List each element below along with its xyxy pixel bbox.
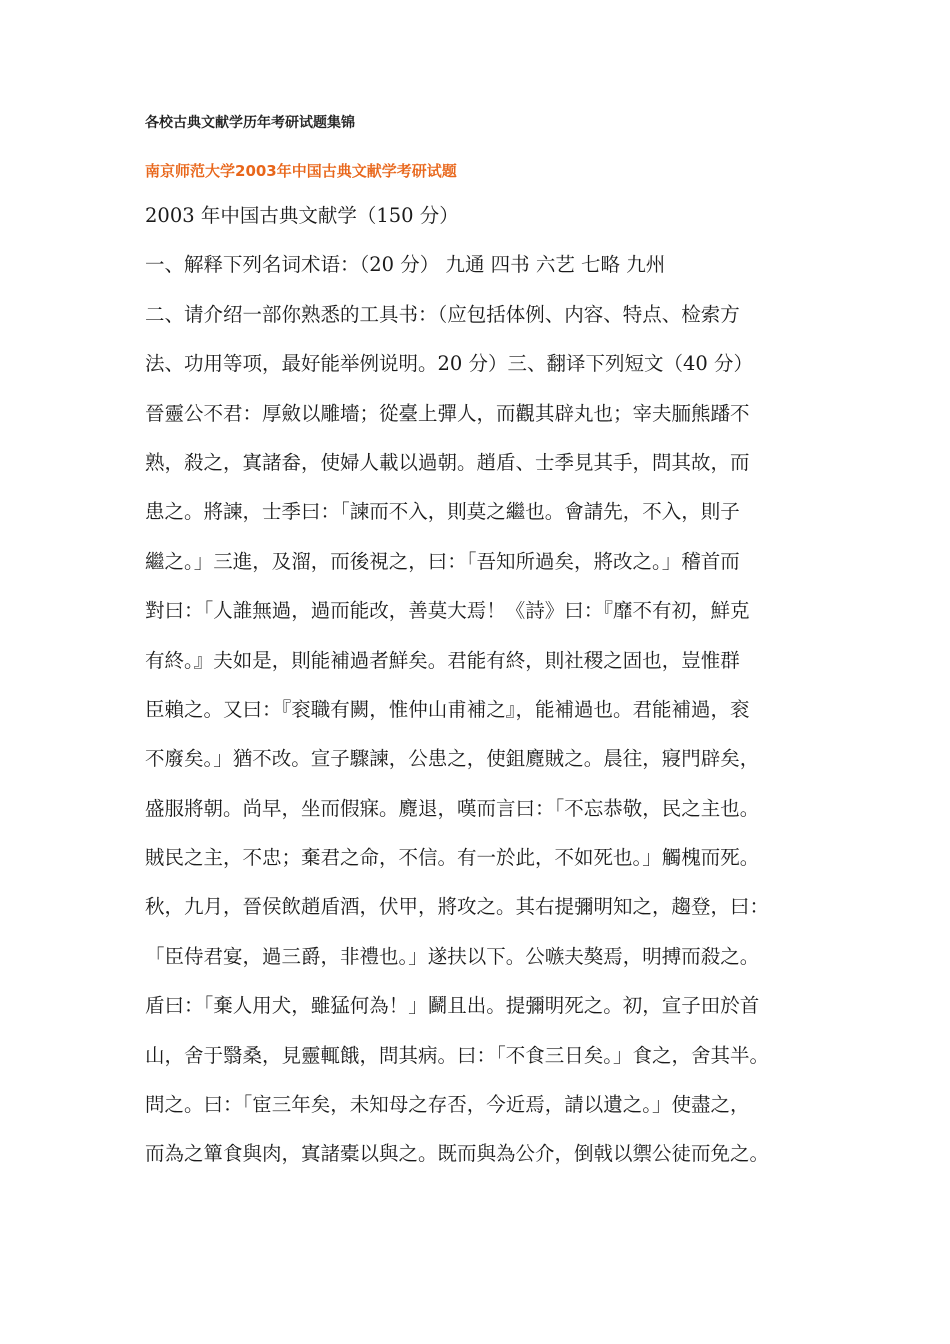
text-line: 盾曰：「棄人用犬，雖猛何為！」鬬且出。提彌明死之。初，宣子田於首 <box>145 994 760 1018</box>
document-body <box>145 191 825 1179</box>
text-line: 盛服將朝。尚早，坐而假寐。麑退，嘆而言曰：「不忘恭敬，民之主也。 <box>145 796 760 820</box>
text-line: 而為之簞食與肉，寘諸橐以與之。既而與為公介，倒戟以禦公徒而免之。 <box>145 1142 770 1166</box>
text-line: 患之。將諫，士季曰：「諫而不入，則莫之繼也。會請先，不入，則子 <box>145 500 740 524</box>
text-line: 一、解释下列名词术语：（20 分） 九通 四书 六艺 七略 九州 <box>145 253 666 277</box>
text-line: 2003 年中国古典文献学（150 分） <box>145 204 459 227</box>
text-line: 二、请介绍一部你熟悉的工具书：（应包括体例、内容、特点、检索方 <box>145 302 740 326</box>
text-line: 秋，九月，晉侯飲趙盾酒，伏甲，將攻之。其右提彌明知之，趨登，曰： <box>145 895 770 919</box>
text-line: 臣賴之。又曰：『衮職有闕，惟仲山甫補之』，能補過也。君能補過，衮 <box>145 697 750 721</box>
text-line: 對曰：「人誰無過，過而能改，善莫大焉！《詩》曰：『靡不有初，鮮克 <box>145 599 750 623</box>
text-line: 熟，殺之，寘諸畚，使婦人載以過朝。趙盾、士季見其手，問其故，而 <box>145 450 750 474</box>
text-line: 山，舍于翳桑，見靈輒餓，問其病。曰：「不食三日矣。」食之，舍其半。 <box>145 1043 770 1067</box>
text-line: 不廢矣。」猶不改。宣子驟諫，公患之，使鉏麑賊之。晨往，寢門辟矣， <box>145 747 760 771</box>
text-line: 有終。』夫如是，則能補過者鮮矣。君能有終，則社稷之固也，豈惟群 <box>145 648 740 672</box>
text-line: 問之。曰：「宦三年矣，未知母之存否，今近焉，請以遺之。」使盡之， <box>145 1093 750 1117</box>
text-line: 法、功用等项，最好能举例说明。20 分）三、翻译下列短文（40 分） <box>145 352 754 376</box>
section-title: 南京师范大学2003年中国古典文献学考研试题 <box>145 162 457 180</box>
text-line: 繼之。」三進，及溜，而後視之，曰：「吾知所過矣，將改之。」稽首而 <box>145 549 740 573</box>
document-title: 各校古典文献学历年考研试题集锦 <box>145 115 355 131</box>
text-line: 賊民之主，不忠；棄君之命，不信。有一於此，不如死也。」觸槐而死。 <box>145 846 760 870</box>
text-line: 晉靈公不君：厚斂以雕墻；從臺上彈人，而觀其辟丸也；宰夫胹熊蹯不 <box>145 401 750 425</box>
text-line: 「臣侍君宴，過三爵，非禮也。」遂扶以下。公嗾夫獒焉，明搏而殺之。 <box>145 944 760 968</box>
